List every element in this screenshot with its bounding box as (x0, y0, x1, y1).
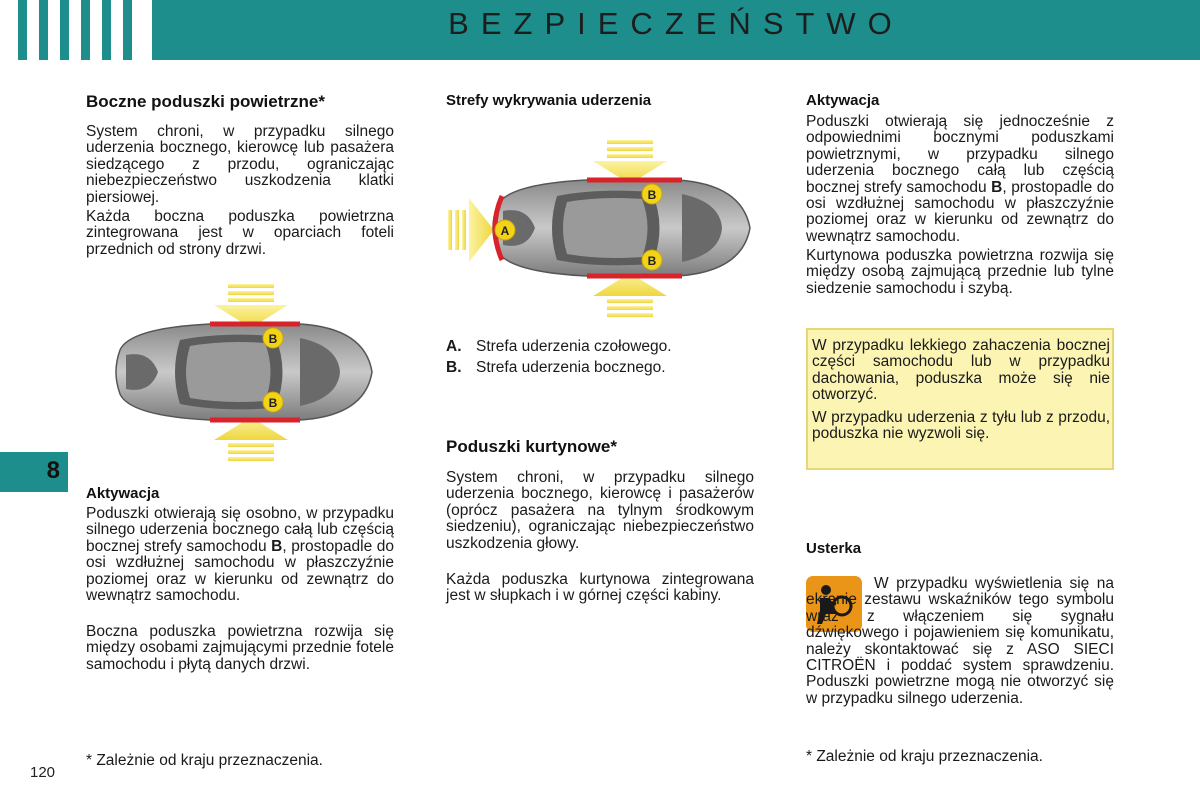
header-stripe (60, 0, 69, 60)
side-airbags-intro2: Każda boczna poduszka powietrzna zintegrowana jest w oparciach foteli przednich od strony drzwi. (86, 208, 394, 258)
fault-heading: Usterka (806, 540, 862, 557)
car-top-view (493, 180, 750, 276)
page-number: 120 (30, 764, 56, 781)
header-stripe (39, 0, 48, 60)
header-stripe (102, 0, 111, 60)
curtain-airbags-text: System chroni, w przypadku silnego uderzenia bocznego, kierowcę i pasażerów (oprócz pasażera na tylnym środkowym siedzeniu), ograniczając niebezpieczeństwo uszkodzenia głowy. (446, 469, 754, 552)
activation-text2-col3: Kurtynowa poduszka powietrzna rozwija się między osobą zajmującą przednie lub tylne siedzenie samochodu i szybą. (806, 247, 1114, 297)
activation-text-col3 (806, 114, 1114, 245)
curtain-airbags-text2: Każda poduszka kurtynowa zintegrowana jest w słupkach i w górnej części kabiny. (446, 571, 754, 605)
header-stripe (123, 0, 132, 60)
activation-text-part: , prostopadle do osi wzdłużnej samochodu w płaszczyźnie poziomej oraz w kierunku od zewnątrz do wewnątrz samochodu. (806, 178, 1114, 245)
note-text: W przypadku lekkiego zahaczenia bocznej części samochodu lub w przypadku dachowania, poduszka może się nie otworzyć. (812, 337, 1110, 404)
zone-b-label: B (647, 254, 657, 268)
header-stripes (18, 0, 132, 60)
zone-b-ref: B (271, 537, 283, 555)
chapter-number: 8 (46, 457, 60, 484)
fault-text: W przypadku wyświetlenia się na ekranie zestawu wskaźników tego symbolu wraz z włączeniem się sygnału dźwiękowego i pojawieniem się komunikatu, należy skontaktować się z ASO SIECI CITROËN i poddać system sprawdzeniu. Poduszki powietrzne mogą nie otworzyć się w przypadku silnego uderzenia. (806, 575, 1114, 707)
legend-text: Strefa uderzenia bocznego. (476, 359, 666, 376)
zones-heading: Strefy wykrywania uderzenia (446, 92, 652, 109)
activation-text-part: Poduszki otwierają się jednocześnie z odpowiednimi bocznymi poduszkami powietrznymi, w przypadku silnego uderzenia bocznego całą lub częścią bocznej strefy samochodu (806, 113, 1114, 196)
legend-text: Strefa uderzenia czołowego. (476, 338, 672, 355)
activation-heading-col1: Aktywacja (86, 485, 160, 502)
activation-heading-col3: Aktywacja (806, 92, 880, 109)
activation-text-part: , prostopadle do osi wzdłużnej samochodu w płaszczyźnie poziomej oraz w kierunku od zewnątrz do wewnątrz samochodu. (86, 537, 394, 605)
page-title: BEZPIECZEŃSTWO (448, 6, 904, 41)
footnote-col3: * Zależnie od kraju przeznaczenia. (806, 748, 1043, 765)
impact-zones-diagram (442, 136, 772, 321)
zone-legend (446, 338, 776, 380)
note-text: W przypadku uderzenia z tyłu lub z przodu, poduszka nie wyzwoli się. (812, 408, 1110, 443)
curtain-airbags-heading: Poduszki kurtynowe* (446, 437, 617, 456)
side-impact-diagram (100, 280, 390, 465)
zone-b-label: B (647, 188, 657, 202)
arrow-down-icon (593, 140, 667, 184)
legend-key: A. (446, 338, 462, 355)
car-top-view (116, 324, 372, 420)
activation-text2-col1: Boczna poduszka powietrzna rozwija się między osobami zajmującymi przednie fotele samochodu i płytą danych drzwi. (86, 623, 394, 673)
zone-b-label: B (268, 396, 278, 410)
footnote-col1: * Zależnie od kraju przeznaczenia. (86, 752, 323, 769)
zone-b-label: B (268, 332, 278, 346)
activation-text-col1 (86, 506, 394, 604)
legend-key: B. (446, 359, 462, 376)
chapter-tab[interactable] (0, 452, 68, 492)
legend-item (446, 359, 776, 380)
arrow-up-icon (214, 417, 288, 461)
header-band (152, 0, 1200, 60)
arrow-down-icon (214, 284, 288, 328)
header-stripe (18, 0, 27, 60)
side-airbags-heading: Boczne poduszki powietrzne* (86, 92, 325, 111)
header-stripe (81, 0, 90, 60)
arrow-right-icon (448, 198, 494, 262)
note-box (806, 328, 1114, 470)
activation-text-part: Poduszki otwierają się osobno, w przypadku silnego uderzenia bocznego całą lub częścią bocznej strefy samochodu (86, 505, 394, 555)
zone-a-label: A (500, 224, 510, 238)
arrow-up-icon (593, 273, 667, 317)
side-airbags-intro: System chroni, w przypadku silnego uderzenia bocznego, kierowcę lub pasażera siedzącego z przodu, ograniczając niebezpieczeństwo uszkodzenia klatki piersiowej. (86, 123, 394, 206)
zone-b-ref: B (991, 178, 1003, 196)
legend-item (446, 338, 776, 359)
